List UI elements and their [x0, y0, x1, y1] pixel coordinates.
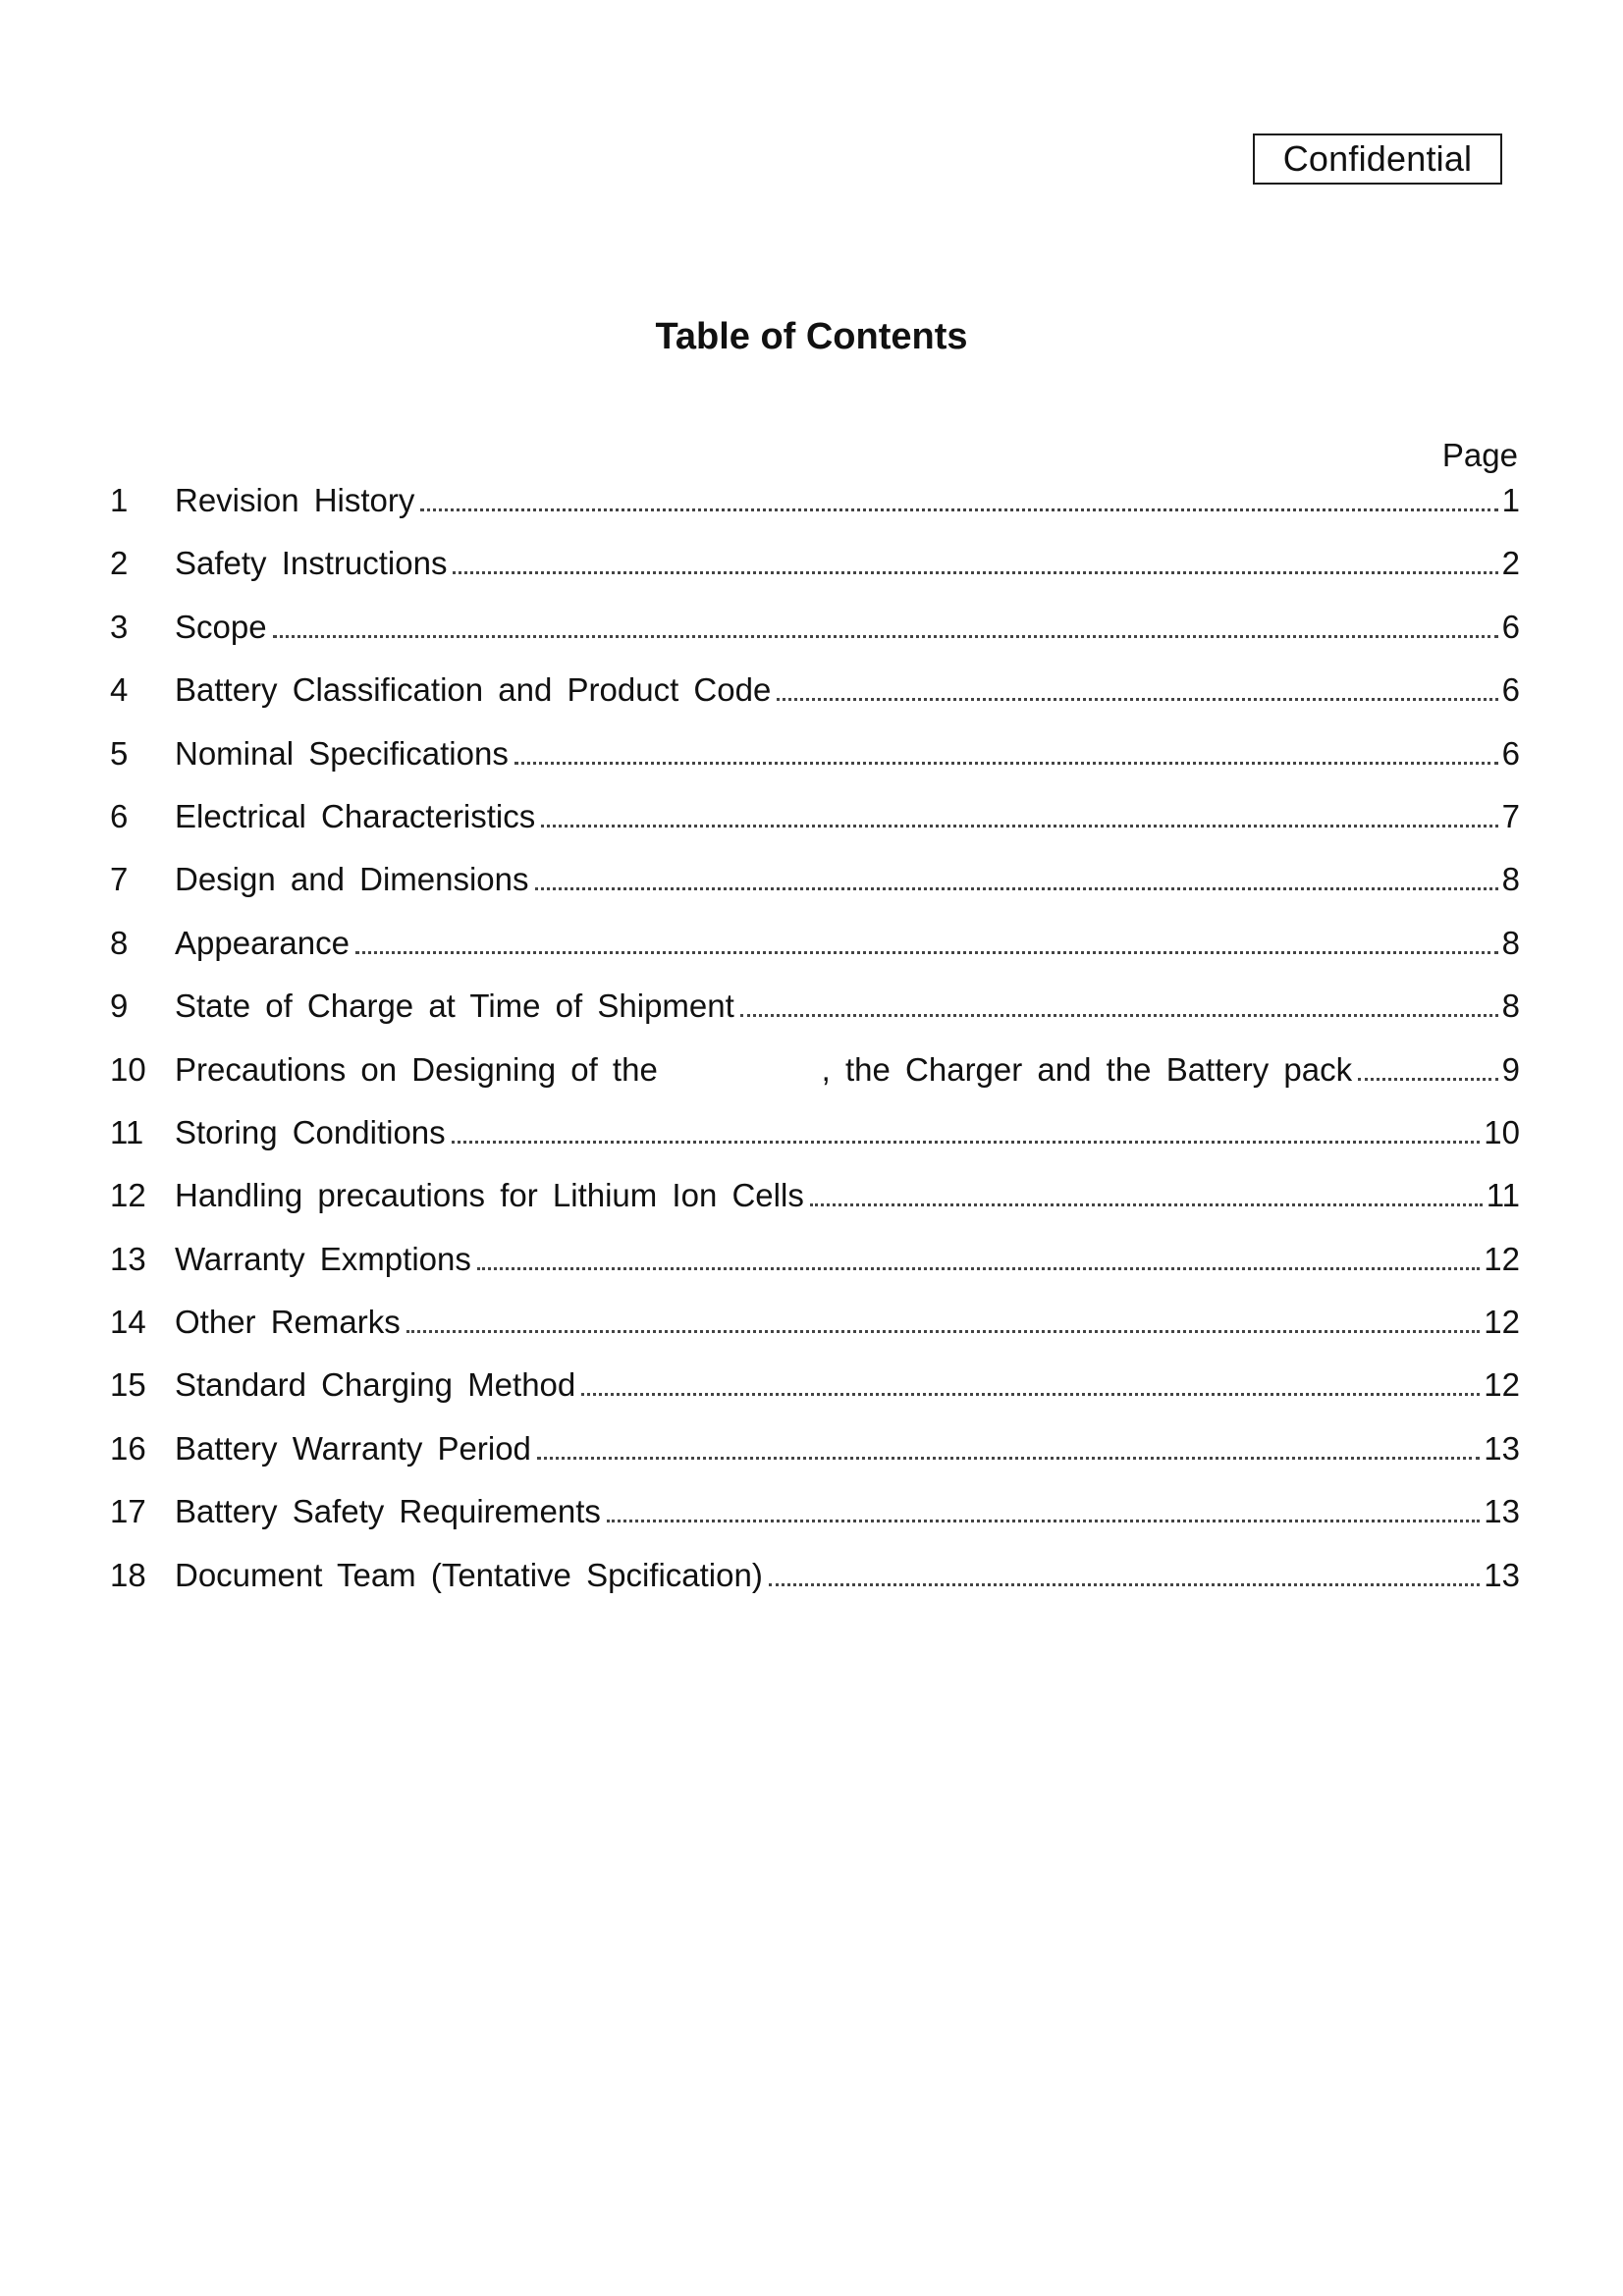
- toc-entry-title[interactable]: Storing Conditions: [175, 1113, 446, 1150]
- page-column-header: Page: [1441, 437, 1518, 473]
- toc-entry-number: 14: [110, 1304, 146, 1341]
- toc-entry-title[interactable]: Other Remarks: [175, 1304, 401, 1341]
- toc-entry-page-number: 12: [1484, 1240, 1520, 1277]
- toc-entry-number: 3: [110, 608, 129, 645]
- dot-leader: [810, 1203, 1483, 1206]
- dot-leader: [535, 887, 1498, 890]
- toc-entry[interactable]: [110, 1556, 1520, 1619]
- toc-entry-page-number: 8: [1501, 924, 1520, 961]
- toc-entry-page-number: 8: [1501, 861, 1520, 898]
- dot-leader: [477, 1267, 1480, 1270]
- toc-entry-number: 8: [110, 924, 129, 961]
- toc-entry-number: 7: [110, 861, 129, 898]
- toc-entry-title[interactable]: Safety Instructions: [175, 545, 448, 582]
- toc-entry-page-number: 10: [1484, 1113, 1520, 1150]
- toc-entry-page-number: 2: [1501, 545, 1520, 582]
- toc-entry-number: 9: [110, 988, 129, 1025]
- dot-leader: [453, 571, 1497, 574]
- toc-entry-number: 5: [110, 734, 129, 772]
- toc-entry[interactable]: [110, 544, 1520, 607]
- dot-leader: [514, 762, 1498, 765]
- toc-entry[interactable]: [110, 734, 1520, 797]
- toc-entry[interactable]: [110, 797, 1520, 860]
- toc-entry-number: 15: [110, 1366, 146, 1404]
- toc-entry-title[interactable]: Handling precautions for Lithium Ion Cells: [175, 1177, 804, 1214]
- dot-leader: [420, 508, 1497, 511]
- toc-entry-page-number: 13: [1484, 1556, 1520, 1593]
- toc-entry[interactable]: [110, 481, 1520, 544]
- toc-entry-page-number: 11: [1486, 1177, 1520, 1214]
- toc-entry-page-number: 6: [1501, 608, 1520, 645]
- toc-entry[interactable]: [110, 860, 1520, 923]
- page-title: Table of Contents: [655, 316, 968, 357]
- toc-entry-page-number: 6: [1501, 734, 1520, 772]
- toc-entry-number: 10: [110, 1050, 146, 1088]
- toc-entry-title[interactable]: Design and Dimensions: [175, 861, 529, 898]
- toc-entry-number: 1: [110, 482, 129, 518]
- toc-entry[interactable]: [110, 1176, 1520, 1239]
- toc-entry-title[interactable]: Revision History: [175, 482, 415, 518]
- toc-entry[interactable]: [110, 1240, 1520, 1303]
- toc-entry-number: 4: [110, 671, 129, 709]
- toc-entry-page-number: 6: [1501, 671, 1520, 709]
- toc-entry-title[interactable]: Battery Safety Requirements: [175, 1493, 601, 1530]
- toc-entry-page-number: 1: [1501, 482, 1520, 518]
- toc-entry-title[interactable]: State of Charge at Time of Shipment: [175, 988, 734, 1025]
- dot-leader: [355, 951, 1498, 954]
- toc-entry[interactable]: [110, 1113, 1520, 1176]
- toc-entry-title[interactable]: Document Team (Tentative Spcification): [175, 1556, 763, 1593]
- toc-entry[interactable]: [110, 1050, 1520, 1113]
- toc-entry-title[interactable]: Warranty Exmptions: [175, 1240, 471, 1277]
- toc-entry[interactable]: [110, 1365, 1520, 1428]
- dot-leader: [1358, 1078, 1498, 1081]
- toc-entry-number: 18: [110, 1556, 146, 1593]
- toc-entry[interactable]: [110, 1492, 1520, 1555]
- toc-entry-page-number: 12: [1484, 1304, 1520, 1341]
- toc-entry-title[interactable]: Appearance: [175, 924, 350, 961]
- dot-leader: [273, 635, 1498, 638]
- toc-entry-title[interactable]: Standard Charging Method: [175, 1366, 576, 1404]
- toc-entry-page-number: 13: [1484, 1493, 1520, 1530]
- table-of-contents: [110, 481, 1520, 1619]
- toc-entry-page-number: 13: [1484, 1429, 1520, 1467]
- toc-entry-title[interactable]: Battery Warranty Period: [175, 1429, 531, 1467]
- toc-entry-number: 13: [110, 1240, 146, 1277]
- toc-entry-title[interactable]: Scope: [175, 608, 267, 645]
- toc-entry[interactable]: [110, 924, 1520, 987]
- confidential-stamp: Confidential: [1253, 133, 1502, 185]
- toc-entry[interactable]: [110, 1429, 1520, 1492]
- toc-entry-page-number: 7: [1501, 797, 1520, 834]
- dot-leader: [740, 1014, 1498, 1017]
- dot-leader: [541, 825, 1497, 828]
- toc-entry-page-number: 8: [1501, 988, 1520, 1025]
- dot-leader: [769, 1583, 1480, 1586]
- toc-entry-title[interactable]: Precautions on Designing of the , the Charger and the Battery pack: [175, 1050, 1353, 1088]
- toc-entry-number: 17: [110, 1493, 146, 1530]
- toc-entry-title[interactable]: Nominal Specifications: [175, 734, 509, 772]
- toc-entry-page-number: 9: [1501, 1050, 1520, 1088]
- dot-leader: [452, 1141, 1481, 1144]
- dot-leader: [777, 698, 1497, 701]
- dot-leader: [607, 1520, 1480, 1522]
- toc-entry-title[interactable]: Electrical Characteristics: [175, 797, 536, 834]
- dot-leader: [406, 1330, 1481, 1333]
- toc-entry-number: 16: [110, 1429, 146, 1467]
- dot-leader: [581, 1393, 1480, 1396]
- toc-entry-number: 2: [110, 545, 129, 582]
- toc-entry[interactable]: [110, 670, 1520, 733]
- toc-entry[interactable]: [110, 608, 1520, 670]
- dot-leader: [537, 1457, 1480, 1460]
- toc-entry-page-number: 12: [1484, 1366, 1520, 1404]
- toc-entry-number: 12: [110, 1177, 146, 1214]
- toc-entry-title[interactable]: Battery Classification and Product Code: [175, 671, 772, 709]
- toc-entry-number: 11: [110, 1113, 144, 1150]
- toc-entry-number: 6: [110, 797, 129, 834]
- toc-entry[interactable]: [110, 987, 1520, 1049]
- toc-entry[interactable]: [110, 1303, 1520, 1365]
